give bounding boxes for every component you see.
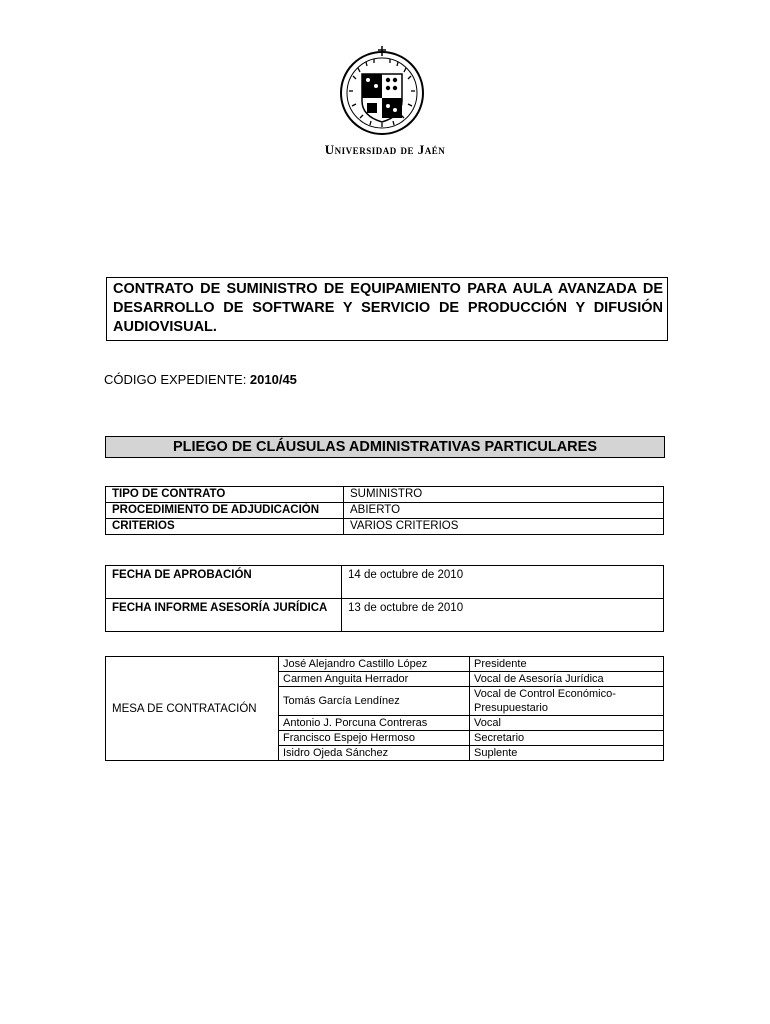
table-row — [106, 599, 664, 632]
info-key: TIPO DE CONTRATO — [106, 487, 344, 503]
member-name: José Alejandro Castillo López — [279, 657, 470, 672]
info-value: ABIERTO — [344, 503, 664, 519]
contract-info-table — [105, 486, 664, 535]
expediente-value: 2010/45 — [249, 372, 297, 387]
member-name: Francisco Espejo Hermoso — [279, 731, 470, 746]
university-seal-icon — [338, 46, 426, 136]
contract-title: CONTRATO DE SUMINISTRO DE EQUIPAMIENTO PARA AULA AVANZADA DE DESARROLLO DE SOFTWARE Y SERVICIO DE PRODUCCIÓN Y DIFUSIÓN AUDIOVISUAL. — [106, 277, 668, 341]
mesa-table — [105, 656, 664, 761]
member-role: Vocal — [470, 716, 664, 731]
mesa-label: MESA DE CONTRATACIÓN — [106, 657, 279, 761]
member-role: Suplente — [470, 746, 664, 761]
info-value: VARIOS CRITERIOS — [344, 519, 664, 535]
dates-table — [105, 565, 664, 632]
table-row — [106, 566, 664, 599]
date-key: FECHA DE APROBACIÓN — [106, 566, 342, 599]
member-role: Secretario — [470, 731, 664, 746]
date-value: 13 de octubre de 2010 — [342, 599, 664, 632]
date-value: 14 de octubre de 2010 — [342, 566, 664, 599]
info-value: SUMINISTRO — [344, 487, 664, 503]
table-row — [106, 503, 664, 519]
member-role: Presidente — [470, 657, 664, 672]
member-name: Antonio J. Porcuna Contreras — [279, 716, 470, 731]
table-row — [106, 519, 664, 535]
info-key: CRITERIOS — [106, 519, 344, 535]
member-role: Vocal de Asesoría Jurídica — [470, 672, 664, 687]
table-row — [106, 487, 664, 503]
member-role: Vocal de Control Económico-Presupuestario — [470, 687, 664, 716]
info-key: PROCEDIMIENTO DE ADJUDICACIÓN — [106, 503, 344, 519]
expediente-line — [104, 372, 297, 387]
member-name: Tomás García Lendínez — [279, 687, 470, 716]
member-name: Carmen Anguita Herrador — [279, 672, 470, 687]
university-name: Universidad de Jaén — [324, 142, 446, 157]
member-name: Isidro Ojeda Sánchez — [279, 746, 470, 761]
table-row — [106, 657, 664, 672]
date-key: FECHA INFORME ASESORÍA JURÍDICA — [106, 599, 342, 632]
expediente-label: CÓDIGO EXPEDIENTE: — [104, 372, 250, 387]
pliego-title: PLIEGO DE CLÁUSULAS ADMINISTRATIVAS PARTICULARES — [105, 436, 665, 458]
